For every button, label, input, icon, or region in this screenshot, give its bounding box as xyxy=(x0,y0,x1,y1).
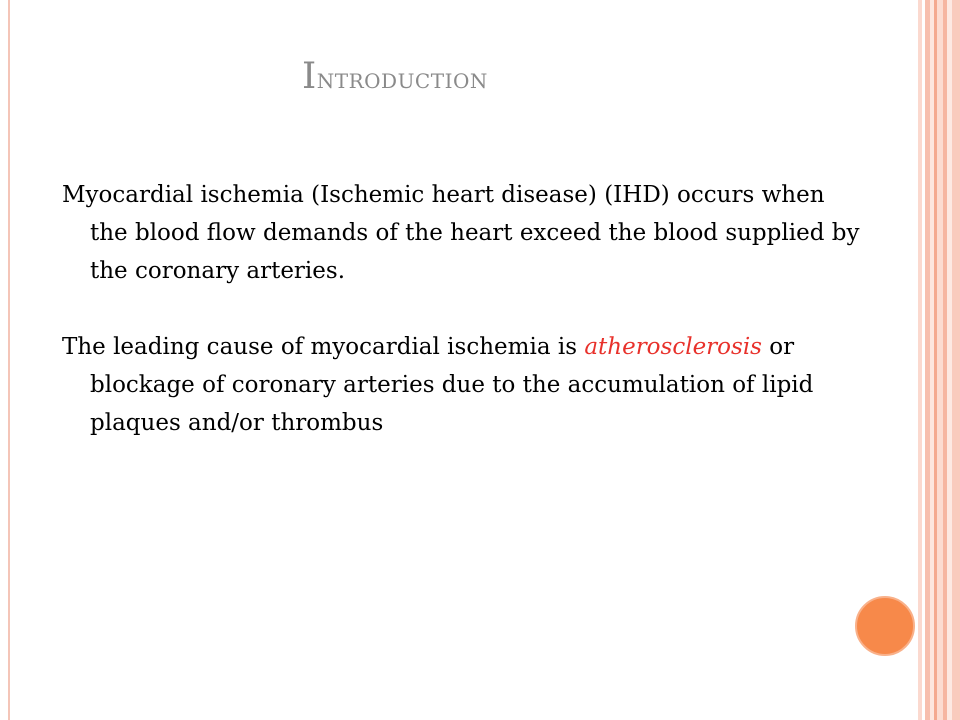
left-border-line xyxy=(8,0,10,720)
right-decorative-stripes xyxy=(918,0,960,720)
cause-text-end: or blockage of coronary arteries due to the accumulation of lipid plaques and/or thrombus xyxy=(90,334,814,436)
slide-body xyxy=(62,176,862,480)
atherosclerosis-emphasis: atherosclerosis xyxy=(584,334,762,360)
slide-title xyxy=(302,56,722,97)
title-initial: I xyxy=(302,56,317,97)
title-rest: ntroduction xyxy=(316,62,488,95)
cause-text-start: The leading cause of myocardial ischemia is xyxy=(62,334,585,360)
orange-circle-icon xyxy=(855,596,915,656)
paragraph-definition: Myocardial ischemia (Ischemic heart disease) (IHD) occurs when the blood flow demands of the heart exceed the blood supplied by the coronary arteries. xyxy=(62,182,860,284)
paragraph-cause xyxy=(62,328,862,442)
stripe xyxy=(952,0,960,720)
